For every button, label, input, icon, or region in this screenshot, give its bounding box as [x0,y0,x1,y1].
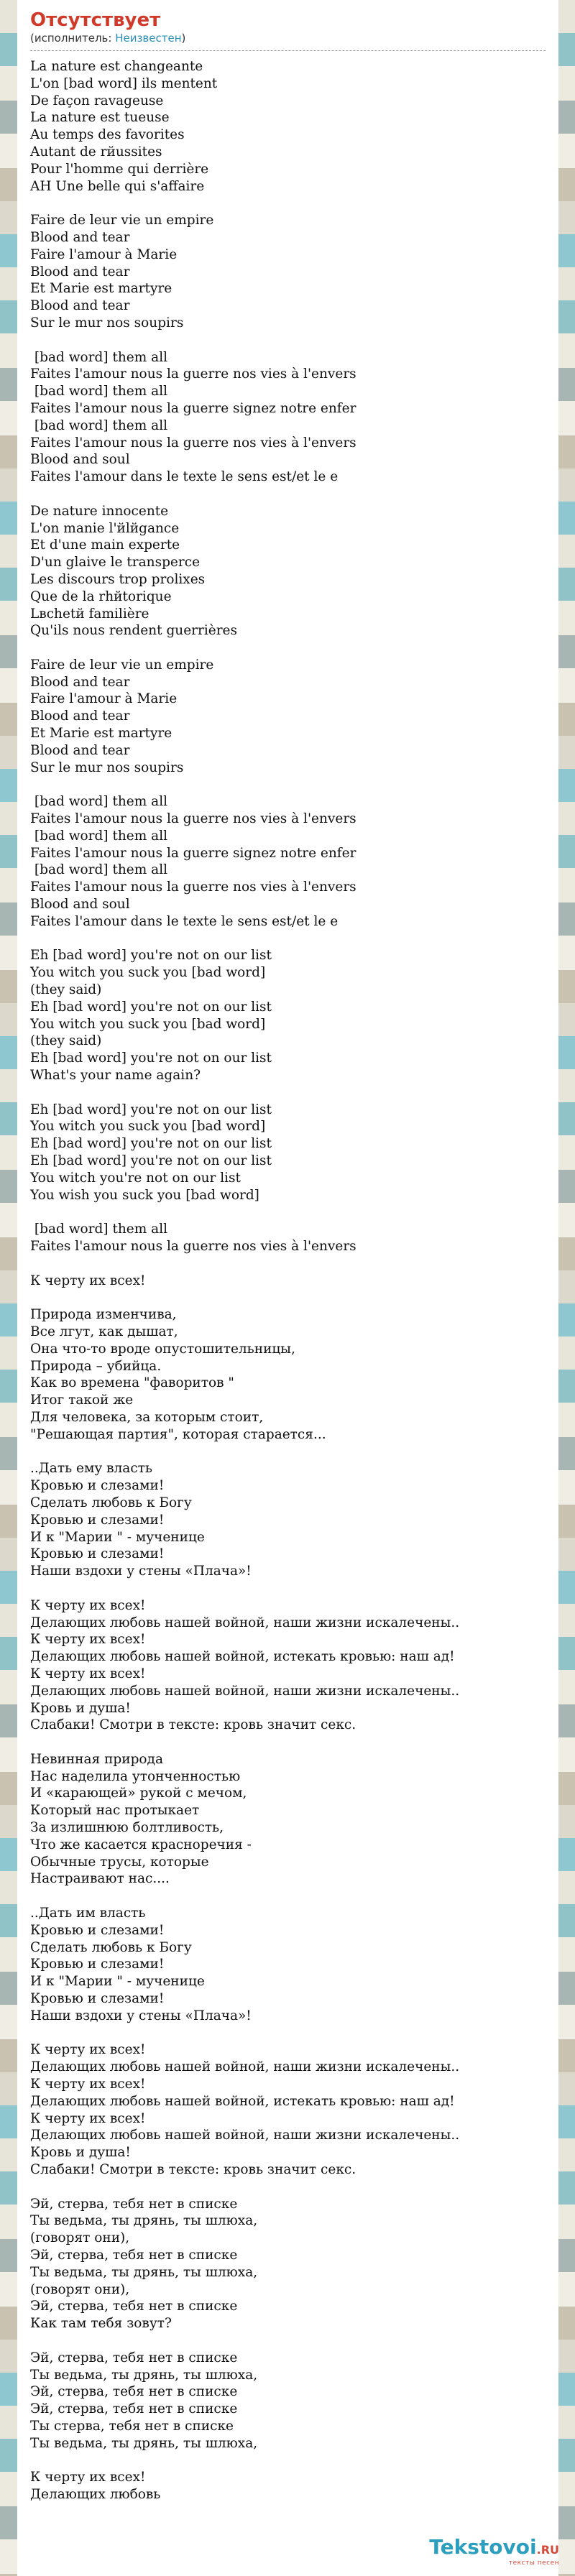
lyric-line: Blood and tear [30,742,130,758]
lyric-line: Ты ведьма, ты дрянь, ты шлюха, [30,2367,258,2383]
lyric-line: За излишнюю болтливость, [30,1820,224,1836]
lyric-line: К черту их всех! [30,2042,146,2058]
lyric-line: Кровью и слезами! [30,1957,165,1972]
lyric-line: Qu'ils nous rendent guerrières [30,623,237,639]
lyric-line: Au temps des favorites [30,127,185,143]
lyric-line: Сделать любовь к Богу [30,1495,192,1510]
lyric-line: К черту их всех! [30,1632,146,1648]
lyric-line: Les discours trop prolixes [30,571,206,587]
lyric-line: De nature innocente [30,503,169,519]
lyric-line: La nature est tueuse [30,110,170,126]
lyric-line: Наши вздохи у стены «Плача»! [30,1564,252,1579]
lyric-line: You witch you suck you [bad word] [30,1016,266,1032]
performer-suffix: ) [181,32,186,45]
lyric-line: Наши вздохи у стены «Плача»! [30,2008,252,2023]
lyric-line: Кровью и слезами! [30,1922,165,1938]
lyric-line: Blood and tear [30,708,130,724]
lyric-line: You wish you suck you [bad word] [30,1187,259,1203]
logo-text: Tekstovoi [429,2535,537,2559]
lyric-line: Blood and soul [30,452,130,468]
lyric-line: К черту их всех! [30,1597,146,1613]
lyric-line: ..Дать ему власть [30,1461,152,1477]
lyric-line: Ты ведьма, ты дрянь, ты шлюха, [30,2213,258,2229]
logo-slogan: тексты песен [508,2559,559,2567]
lyric-line: ..Дать им власть [30,1906,146,1921]
lyric-line: Эй, стерва, тебя нет в списке [30,2196,238,2212]
lyric-line: (говорят они), [30,2281,130,2297]
lyric-line: Сделать любовь к Богу [30,1939,192,1955]
lyric-line: Кровью и слезами! [30,1478,165,1494]
lyric-line: Eh [bad word] you're not on our list [30,1136,272,1152]
lyrics-body [30,58,546,2503]
lyric-line: (they said) [30,982,102,998]
lyric-line: Эй, стерва, тебя нет в списке [30,2299,238,2314]
lyric-line: Делающих любовь нашей войной, наши жизни искалечены.. [30,2128,460,2143]
lyric-line: Природа изменчива, [30,1307,177,1323]
lyric-line: И к "Марии " - мученице [30,1974,205,1990]
song-title: Отсутствует [30,9,161,31]
lyric-line: Eh [bad word] you're not on our list [30,948,272,964]
logo-tld: .RU [536,2543,559,2557]
lyric-line: D'un glaive le transperce [30,555,201,571]
lyric-line: Она что-то вроде опустошительницы, [30,1341,295,1357]
lyric-line: Faites l'amour nous la guerre nos vies à l'envers [30,435,356,451]
lyrics-stanza [30,1273,546,1290]
lyric-line: Pour l'homme qui derrière [30,161,209,177]
lyric-line: Эй, стерва, тебя нет в списке [30,2248,238,2263]
lyric-line: Эй, стерва, тебя нет в списке [30,2401,238,2417]
lyric-line: Как там тебя зовут? [30,2316,172,2332]
lyric-line: Blood and tear [30,674,130,690]
lyric-line: De façon ravageuse [30,93,164,109]
lyric-line: Итог такой же [30,1393,134,1408]
lyric-line: К черту их всех! [30,1273,146,1288]
lyric-line: Кровью и слезами! [30,1991,165,2007]
lyric-line: (they said) [30,1033,102,1049]
lyrics-stanza [30,1102,546,1204]
lyric-line: Et d'une main experte [30,537,180,553]
lyric-line: Sur le mur nos soupirs [30,760,184,775]
lyric-line: You witch you suck you [bad word] [30,965,266,981]
lyric-line: AH Une belle qui s'affaire [30,178,205,194]
lyric-line: К черту их всех! [30,2110,146,2126]
lyric-line: Eh [bad word] you're not on our list [30,1102,272,1117]
lyrics-stanza [30,1306,546,1443]
lyrics-stanza [30,1905,546,2025]
lyrics-stanza [30,1597,546,1734]
lyrics-stanza [30,349,546,486]
lyric-line: [bad word] them all [30,349,168,365]
lyric-line: Кровью и слезами! [30,1512,165,1528]
site-logo[interactable] [429,2536,559,2567]
lyric-line: [bad word] them all [30,794,168,810]
lyric-line: [bad word] them all [30,417,168,433]
lyric-line: Природа – убийца. [30,1358,162,1374]
lyric-line: Ты ведьма, ты дрянь, ты шлюха, [30,2264,258,2280]
lyric-line: Делающих любовь нашей войной, наши жизни искалечены.. [30,1683,460,1699]
lyric-line: Кровью и слезами! [30,1546,165,1562]
lyric-line: Faites l'amour nous la guerre signez notre enfer [30,845,356,861]
lyric-line: Ты стерва, тебя нет в списке [30,2418,234,2434]
lyric-line: Невинная природа [30,1751,163,1767]
lyric-line: Все лгут, как дышат, [30,1324,178,1339]
lyric-line: Autant de rйussites [30,144,162,160]
lyrics-stanza [30,212,546,332]
lyrics-stanza [30,2041,546,2178]
lyric-line: [bad word] them all [30,384,168,400]
lyric-line: [bad word] them all [30,1222,168,1237]
lyric-line: Эй, стерва, тебя нет в списке [30,2384,238,2400]
lyric-line: Нас наделила утонченностью [30,1768,241,1784]
lyrics-stanza [30,947,546,1084]
lyric-line: К черту их всех! [30,2077,146,2092]
lyric-line: Обычные трусы, которые [30,1854,209,1870]
lyric-line: Faire de leur vie un empire [30,213,214,228]
lyric-line: Делающих любовь нашей войной, истекать кровью: наш ад! [30,2093,455,2109]
lyrics-stanza [30,1221,546,1255]
lyric-line: Слабаки! Смотри в тексте: кровь значит секс. [30,1717,356,1733]
lyrics-card [17,0,558,2576]
lyric-line: Blood and tear [30,229,130,245]
lyric-line: Эй, стерва, тебя нет в списке [30,2350,238,2365]
lyric-line: И к "Марии " - мученице [30,1529,205,1545]
lyrics-stanza [30,1460,546,1580]
performer-link[interactable]: Неизвестен [115,32,182,45]
lyric-line: К черту их всех! [30,1666,146,1681]
lyric-line: Faire l'amour à Marie [30,246,178,262]
lyric-line: Ты ведьма, ты дрянь, ты шлюха, [30,2435,258,2451]
lyric-line: Et Marie est martyre [30,726,172,742]
lyric-line: Как во времена "фаворитов " [30,1375,234,1391]
lyric-line: Делающих любовь нашей войной, наши жизни искалечены.. [30,1615,460,1630]
lyric-line: Faire de leur vie un empire [30,657,214,673]
lyric-line: L'on manie l'йlйgance [30,520,180,536]
lyric-line: [bad word] them all [30,828,168,844]
lyric-line: Делающих любовь [30,2487,161,2503]
lyric-line: Настраивают нас.... [30,1871,170,1887]
lyric-line: Который нас протыкает [30,1803,200,1819]
lyric-line: Faites l'amour nous la guerre nos vies à l'envers [30,880,356,895]
lyric-line: Faites l'amour nous la guerre signez notre enfer [30,400,356,416]
lyric-line: Eh [bad word] you're not on our list [30,999,272,1015]
lyric-line: Faire l'amour à Marie [30,691,178,707]
lyric-line: Кровь и душа! [30,1700,131,1716]
lyric-line: L'on [bad word] ils mentent [30,75,218,91]
lyrics-stanza [30,657,546,777]
lyrics-stanza [30,2350,546,2452]
lyric-line: Для человека, за которым стоит, [30,1409,264,1425]
lyric-line: Eh [bad word] you're not on our list [30,1051,272,1066]
performer-prefix: (исполнитель: [30,32,116,45]
lyric-line: Делающих любовь нашей войной, истекать кровью: наш ад! [30,1649,455,1665]
lyric-line: Blood and tear [30,298,130,314]
lyrics-stanza [30,2469,546,2503]
lyric-line: "Решающая партия", которая старается... [30,1426,326,1442]
lyric-line: Кровь и душа! [30,2145,131,2161]
lyric-line: К черту их всех! [30,2470,146,2485]
performer-line [30,32,546,51]
lyric-line: Faites l'amour dans le texte le sens est/et le e [30,469,339,485]
lyric-line: Делающих любовь нашей войной, наши жизни искалечены.. [30,2059,460,2075]
lyrics-stanza [30,1751,546,1888]
lyric-line: (говорят они), [30,2230,130,2246]
lyrics-stanza [30,793,546,930]
lyric-line: You witch you suck you [bad word] [30,1119,266,1135]
lyric-line: И «карающей» рукой с мечом, [30,1786,247,1801]
lyric-line: Faites l'amour nous la guerre nos vies à l'envers [30,811,356,827]
lyric-line: [bad word] them all [30,862,168,878]
lyric-line: You witch you're not on our list [30,1170,241,1186]
lyric-line: La nature est changeante [30,59,203,74]
lyrics-stanza [30,58,546,195]
lyrics-stanza [30,2196,546,2332]
lyric-line: Что же касается красноречия - [30,1837,252,1852]
lyric-line: Et Marie est martyre [30,281,172,297]
lyric-line: Слабаки! Смотри в тексте: кровь значит секс. [30,2162,356,2178]
lyric-line: Lвchetй familière [30,606,150,622]
lyric-line: Faites l'amour dans le texte le sens est/et le e [30,913,339,929]
lyric-line: Blood and soul [30,897,130,913]
lyric-line: Eh [bad word] you're not on our list [30,1153,272,1168]
lyric-line: Que de la rhйtorique [30,588,172,604]
lyric-line: Faites l'amour nous la guerre nos vies à l'envers [30,1238,356,1254]
lyric-line: Sur le mur nos soupirs [30,315,184,331]
lyrics-stanza [30,503,546,640]
lyric-line: Blood and tear [30,264,130,280]
lyric-line: Faites l'amour nous la guerre nos vies à l'envers [30,366,356,382]
lyric-line: What's your name again? [30,1068,201,1084]
